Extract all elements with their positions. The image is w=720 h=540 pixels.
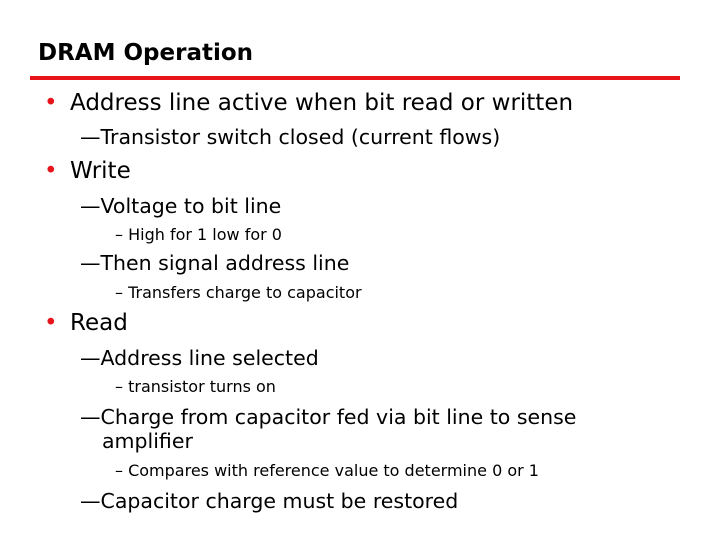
sub-transistor-switch: [80, 125, 500, 149]
sub-text: Voltage to bit line: [100, 194, 282, 218]
bullet-marker: •: [44, 310, 58, 336]
en-dash-marker: –: [115, 461, 123, 480]
en-dash-marker: –: [115, 283, 123, 302]
sub-text: Transistor switch closed (current flows): [100, 125, 501, 149]
bullet-text: Read: [70, 310, 128, 336]
dash-marker: —: [80, 194, 101, 218]
detail-high-low: [115, 225, 282, 244]
dash-marker: —: [80, 125, 101, 149]
dash-marker: —: [80, 489, 101, 513]
bullet-marker: •: [44, 158, 58, 184]
dash-marker: —: [80, 251, 101, 275]
detail-transistor-on: [115, 377, 276, 396]
detail-transfers-charge: [115, 283, 362, 302]
detail-text: Transfers charge to capacitor: [128, 283, 362, 302]
sub-text: Then signal address line: [100, 251, 350, 275]
sub-text: Address line selected: [100, 346, 319, 370]
bullet-write: [44, 158, 131, 184]
sub-capacitor-restored: [80, 489, 458, 513]
sub-text: Charge from capacitor fed via bit line to sense amplifier: [100, 405, 577, 453]
bullet-text: Write: [70, 158, 131, 184]
en-dash-marker: –: [115, 225, 123, 244]
sub-voltage-bit-line: [80, 194, 281, 218]
bullet-marker: •: [44, 90, 58, 116]
dash-marker: —: [80, 405, 101, 429]
sub-text: Capacitor charge must be restored: [100, 489, 459, 513]
detail-text: transistor turns on: [128, 377, 276, 396]
detail-text: High for 1 low for 0: [128, 225, 282, 244]
bullet-read: [44, 310, 128, 336]
detail-text: Compares with reference value to determine 0 or 1: [128, 461, 539, 480]
sub-address-line-selected: [80, 346, 319, 370]
en-dash-marker: –: [115, 377, 123, 396]
slide-title: DRAM Operation: [38, 40, 254, 66]
bullet-address-line: [44, 90, 573, 116]
bullet-text: Address line active when bit read or written: [70, 90, 574, 116]
sub-charge-sense-amplifier: [80, 405, 632, 453]
detail-compares-reference: [115, 461, 539, 480]
title-underline: [30, 76, 680, 80]
dash-marker: —: [80, 346, 101, 370]
sub-signal-address-line: [80, 251, 349, 275]
